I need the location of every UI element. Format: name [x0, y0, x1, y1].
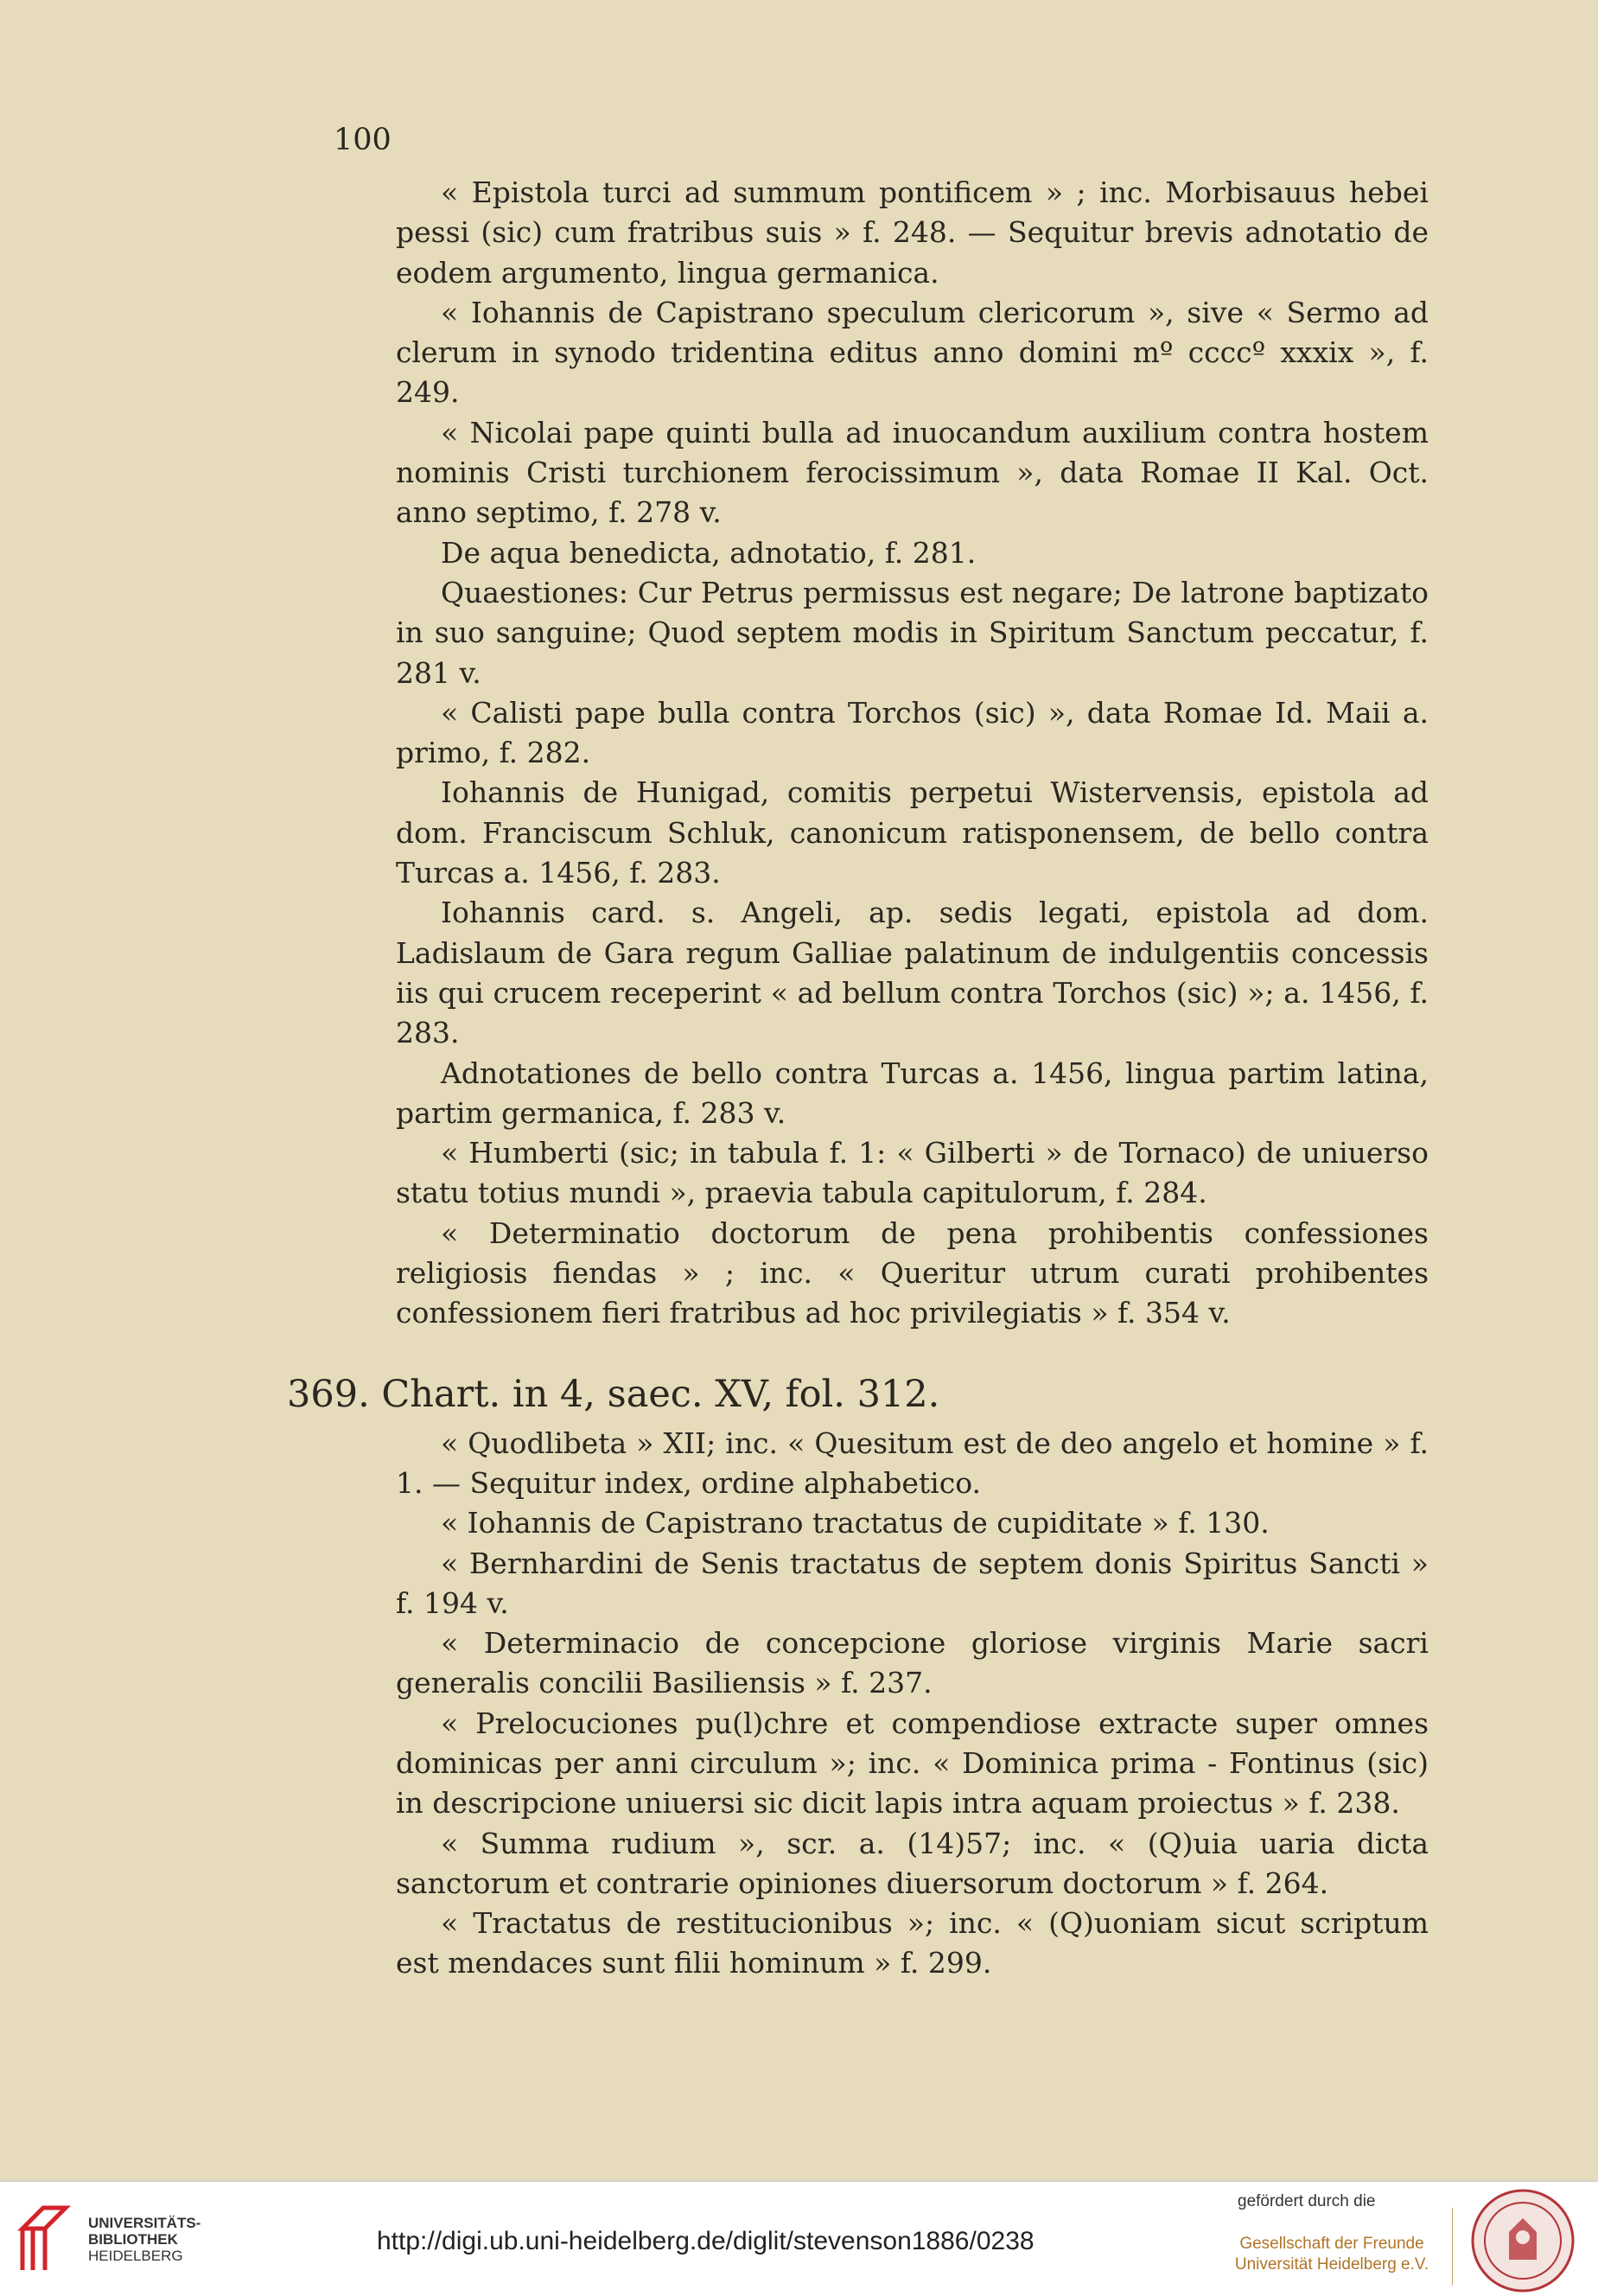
university-seal-icon — [1469, 2187, 1576, 2294]
entry-paragraph: « Calisti pape bulla contra Torchos (sic) », data Romae Id. Maii a. primo, f. 282. — [396, 695, 1429, 770]
library-name-line: UNIVERSITÄTS- — [88, 2215, 201, 2231]
permalink-url[interactable]: http://digi.ub.uni-heidelberg.de/diglit/stevenson1886/0238 — [377, 2227, 1035, 2255]
entry-paragraph: « Summa rudium », scr. a. (14)57; inc. « (Q)uia uaria dicta sanctorum et contrarie opiniones diuersorum doctorum » f. 264. — [396, 1826, 1429, 1900]
entry-369-heading: 369. Chart. in 4, saec. XV, fol. 312. — [287, 1372, 940, 1416]
entry-paragraph: De aqua benedicta, adnotatio, f. 281. — [441, 535, 977, 570]
entry-paragraph: « Bernhardini de Senis tractatus de septem donis Spiritus Sancti » f. 194 v. — [396, 1546, 1429, 1620]
entry-paragraph: « Iohannis de Capistrano speculum clericorum », sive « Sermo ad clerum in synodo tridentina editus anno domini mº ccccº xxxix », f. 249. — [396, 295, 1429, 410]
entry-paragraph: « Humberti (sic; in tabula f. 1: « Gilberti » de Tornaco) de uniuerso statu totius mundi », praevia tabula capitulorum, f. 284. — [396, 1136, 1429, 1210]
library-name — [88, 2215, 201, 2264]
entry-paragraph: Iohannis de Hunigad, comitis perpetui Wistervensis, epistola ad dom. Franciscum Schluk, canonicum ratisponensem, de bello contra Turcas a. 1456, f. 283. — [396, 775, 1429, 890]
entry-paragraph: « Iohannis de Capistrano tractatus de cupiditate » f. 130. — [441, 1506, 1270, 1540]
entry-paragraph: « Tractatus de restitucionibus »; inc. « (Q)uoniam sicut scriptum est mendaces sunt filii hominum » f. 299. — [396, 1906, 1429, 1980]
entry-paragraph: « Quodlibeta » XII; inc. « Quesitum est de deo angelo et homine » f. 1. — Sequitur index, ordine alphabetico. — [396, 1425, 1429, 1500]
library-logo-icon — [17, 2203, 71, 2275]
entry-paragraph: « Determinacio de concepcione gloriose virginis Marie sacri generalis concilii Basiliensis » f. 237. — [396, 1626, 1429, 1700]
sponsor-name-line: Universität Heidelberg e.V. — [1234, 2255, 1429, 2274]
sponsor-name — [1224, 2234, 1440, 2275]
library-name-line: BIBLIOTHEK — [88, 2231, 178, 2248]
sponsor-label: gefördert durch die — [1238, 2192, 1376, 2210]
footer-divider — [1452, 2208, 1453, 2286]
entry-paragraph: « Determinatio doctorum de pena prohibentis confessiones religiosis fiendas » ; inc. « Queritur utrum curati prohibentes confessionem fieri fratribus ad hoc privilegiatis » f. 354 v. — [396, 1215, 1429, 1330]
sponsor-name-line: Gesellschaft der Freunde — [1239, 2235, 1424, 2253]
digitization-footer — [0, 2180, 1598, 2296]
catalogue-text — [287, 173, 1429, 1984]
entry-paragraph: « Nicolai pape quinti bulla ad inuocandum auxilium contra hostem nominis Cristi turchionem ferocissimum », data Romae II Kal. Oct. anno septimo, f. 278 v. — [396, 415, 1429, 530]
library-name-line: HEIDELBERG — [88, 2248, 183, 2264]
entry-paragraph: « Epistola turci ad summum pontificem » ; inc. Morbisauus hebei pessi (sic) cum fratribus suis » f. 248. — Sequitur brevis adnotatio de eodem argumento, lingua germanica. — [396, 175, 1429, 290]
entry-paragraph: « Prelocuciones pu(l)chre et compendiose extracte super omnes dominicas per anni circulum »; inc. « Dominica prima - Fontinus (sic) in descripcione uniuersi sic dicit lapis intra aquam proiectus » f. 238. — [396, 1706, 1429, 1821]
entry-paragraph: Quaestiones: Cur Petrus permissus est negare; De latrone baptizato in suo sanguine; Quod septem modis in Spiritum Sanctum peccatur, f. 281 v. — [396, 575, 1429, 690]
page-number: 100 — [334, 123, 392, 157]
entry-paragraph: Adnotationes de bello contra Turcas a. 1456, lingua partim latina, partim germanica, f. 283 v. — [396, 1056, 1429, 1130]
entry-paragraph: Iohannis card. s. Angeli, ap. sedis legati, epistola ad dom. Ladislaum de Gara regum Galliae palatinum de indulgentiis concessis iis qui crucem receperint « ad bellum contra Torchos (sic) »; a. 1456, f. 283. — [396, 896, 1429, 1050]
